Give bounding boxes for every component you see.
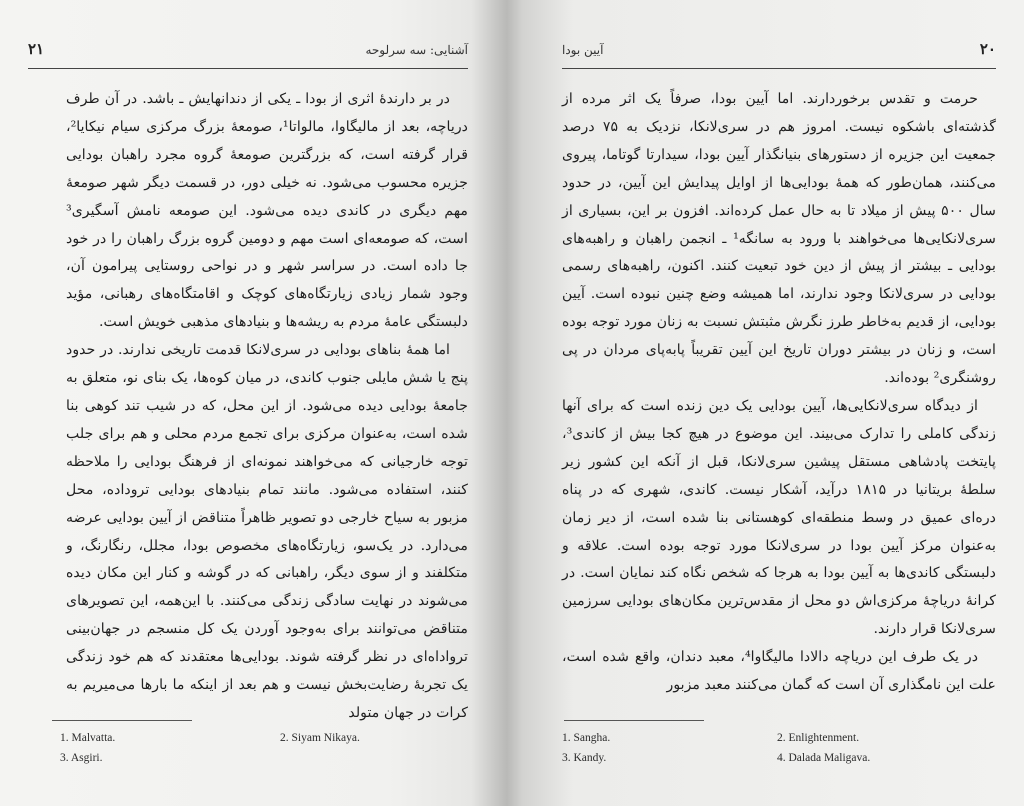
right-running-title: آیین بودا: [562, 43, 604, 57]
right-paragraph-1: حرمت و تقدس برخوردارند. اما آیین بودا، صرفاً یک اثر مرده از گذشته‌ای باشکوه نیست. امروز هم در سری‌لانکا، نزدیک به ۷۵ درصد جمعیت این جزیره از دستورهای بنیانگذار آیین بودا، سیدارتا گوتاما، پیروی می‌کنند، همان‌طور که همهٔ بودایی‌ها از اوایل پیدایش این آیین، در حدود سال ۵۰۰ پیش از میلاد تا به حال عمل کرده‌اند. افزون بر این، بسیاری از سری‌لانکایی‌ها می‌خواهند با ورود به سانگه¹ ـ انجمن راهبان و راهبه‌های بودایی ـ بیشتر از پیش از دین خود تبعیت کنند. اکنون، راهبه‌های رسمی بودایی در سری‌لانکا وجود ندارند، اما همیشه وضع چنین نبوده است. آیین بودایی، از قدیم به‌خاطر طرز نگرش مثبتش نسبت به زنان مورد توجه بوده است، و زنان در بیشتر دوران تاریخ این آیین تقریباً پابه‌پای مردان در پی روشنگری² بوده‌اند.: [562, 91, 996, 387]
left-footnote-2: 2. Siyam Nikaya.: [280, 732, 360, 744]
left-paragraph-1: در بر دارندهٔ اثری از بودا ـ یکی از دندانهایش ـ باشد. در آن طرف دریاچه، بعد از مالیگاوا، مالواتا¹، صومعهٔ بزرگ مرکزی سیام نیکایا²، قرار گرفته است، که بزرگترین صومعهٔ گروه مجرد راهبان بودایی جزیره محسوب می‌شود. نه خیلی دور، در قسمت دیگر شهر صومعهٔ مهم دیگری در کاندی دیده می‌شود. این صومعه نامش آسگیری³ است، که صومعه‌ای است مهم و دومین گروه بزرگ راهبان را در خود جا داده است. در سراسر شهر و در نواحی روستایی پیرامون آن، وجود شمار زیادی زیارتگاه‌های کوچک و اقامتگاه‌های رهبانی، مؤید دلبستگی عامهٔ مردم به ریشه‌ها و بنیادهای مذهبی خویش است.: [66, 91, 468, 331]
right-page: [512, 0, 1024, 806]
left-footnote-1: 1. Malvatta.: [60, 732, 116, 744]
right-footnote-4: 4. Dalada Maligava.: [777, 752, 871, 764]
left-paragraph-2: اما همهٔ بناهای بودایی در سری‌لانکا قدمت تاریخی ندارند. در حدود پنج یا شش مایلی جنوب کاندی، در میان کوه‌ها، یک بنای نو، متعلق به جامعهٔ بودایی دیده می‌شود. از این محل، که در شیب تند کوهی بنا شده است، به‌عنوان مرکزی برای تجمع مردم محلی و هم برای جلب توجه خارجیانی که می‌خواهند نمونه‌ای از فرهنگ بودایی را ملاحظه کنند، استفاده می‌شود. مانند تمام بنیادهای بودایی تروداده، محل مزبور به سیاح خارجی دو تصویر ظاهراً متناقض از آیین بودایی عرضه می‌دارد. در یک‌سو، زیارتگاه‌های مخصوص بودا، مجلل، رنگارنگ، و متکلفند و از سوی دیگر، راهبانی که در گوشه و کنار این مکان دیده می‌شوند در نهایت سادگی زندگی می‌کنند. با این‌همه، این تصویرهای متناقض می‌توانند برای به‌وجود آوردن یک کل منسجم در جهان‌بینی ترواداه‌ای در نظر گرفته شوند. بودایی‌ها معتقدند که هم خود زندگی یک تجربهٔ رضایت‌بخش نیست و هم بعد از اینکه ما بارها می‌میریم به کرات در جهان متولد: [66, 342, 468, 721]
right-footnote-rule: [564, 720, 704, 721]
left-footnote-3: 3. Asgiri.: [60, 752, 103, 764]
right-footnote-1: 1. Sangha.: [562, 732, 611, 744]
right-body-text: [562, 86, 996, 700]
left-body-text: [66, 86, 468, 728]
right-paragraph-2: از دیدگاه سری‌لانکایی‌ها، آیین بودایی یک دین زنده است که برای آنها زندگی کاملی را تدارک می‌بیند. این موضوع در هیچ کجا بیش از کاندی³، پایتخت پادشاهی مستقل پیشین سری‌لانکا، قبل از آنکه این کشور زیر سلطهٔ بریتانیا در ۱۸۱۵ درآید، آشکار نیست. کاندی، شهری که در پناه دره‌ای عمیق در وسط منطقه‌ای کوهستانی بنا شده است، از دیر زمان به‌عنوان مرکز آیین بودا در سری‌لانکا مورد توجه بوده است. علاقه و دلبستگی کاندی‌ها به آیین بودا به هرجا که شخص نگاه کند نمایان است. در کرانهٔ دریاچهٔ مرکزی‌اش دو محل از مقدس‌ترین مکان‌های بودایی سرزمین سری‌لانکا قرار دارند.: [562, 397, 996, 638]
right-page-number: ۲۰: [979, 40, 996, 58]
right-paragraph-3: در یک طرف این دریاچه دالادا مالیگاوا⁴، معبد دندان، واقع شده است، علت این نامگذاری آن است که گمان می‌کنند معبد مزبور: [562, 649, 996, 694]
right-footnote-3: 3. Kandy.: [562, 752, 607, 764]
left-page-header: [28, 40, 468, 69]
left-footnote-rule: [52, 720, 192, 721]
left-footnotes: [60, 728, 460, 768]
right-footnote-2: 2. Enlightenment.: [777, 732, 860, 744]
left-page-number: ۲۱: [28, 40, 45, 58]
right-page-header: [562, 40, 996, 69]
left-running-title: آشنایی: سه سرلوحه: [365, 43, 468, 57]
right-footnotes: [562, 728, 982, 768]
